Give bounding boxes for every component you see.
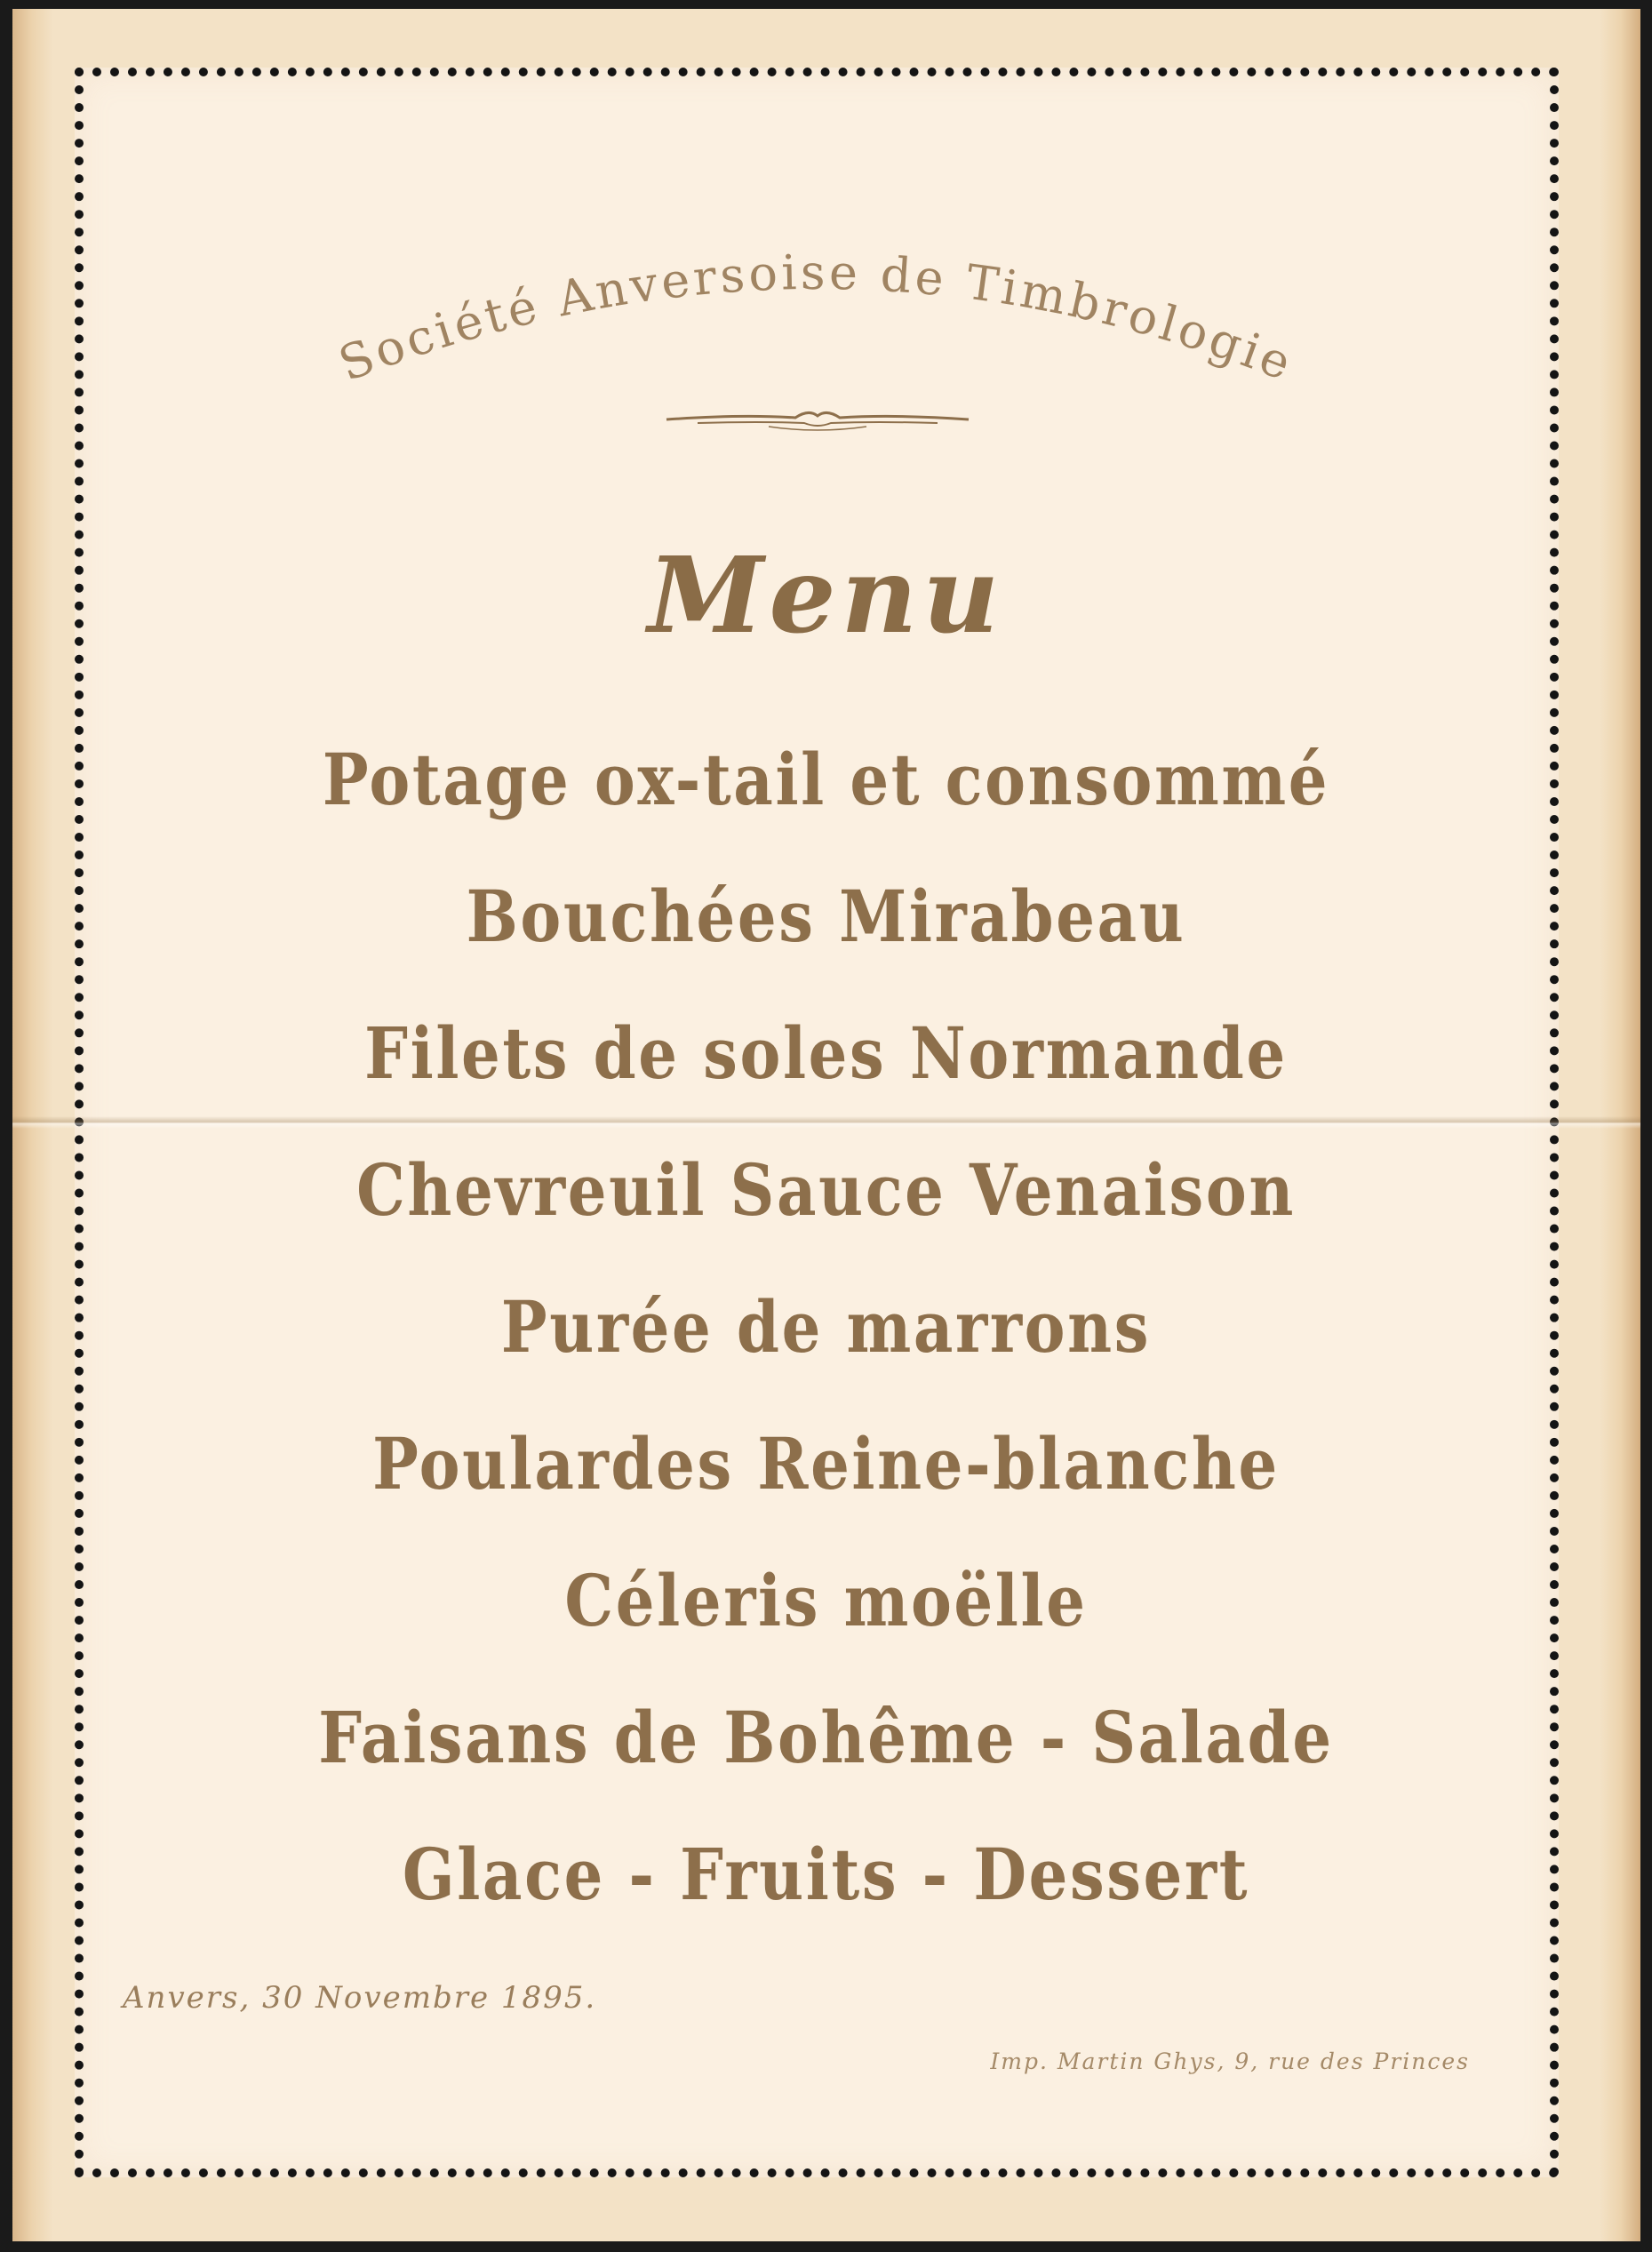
menu-item: Filets de soles Normande (364, 1011, 1288, 1095)
menu-item: Glace - Fruits - Dessert (402, 1833, 1250, 1916)
menu-item: Bouchées Mirabeau (466, 874, 1186, 958)
menu-item: Potage ox-tail et consommé (322, 738, 1330, 821)
society-name: Société Anversoise de Timbrologie (331, 244, 1303, 393)
printer-imprint: Imp. Martin Ghys, 9, rue des Princes (990, 2048, 1470, 2074)
menu-list (0, 711, 1652, 1943)
menu-item: Poulardes Reine-blanche (372, 1422, 1280, 1505)
menu-item: Purée de marrons (500, 1285, 1152, 1369)
menu-item: Faisans de Bohême - Salade (318, 1696, 1334, 1779)
menu-item: Chevreuil Sauce Venaison (356, 1148, 1296, 1232)
date-line: Anvers, 30 Novembre 1895. (123, 1980, 597, 2016)
title-flourish-ornament (662, 402, 973, 437)
society-header (75, 204, 1559, 489)
menu-title: Menu (647, 533, 1005, 657)
menu-item: Céleris moëlle (564, 1559, 1088, 1642)
